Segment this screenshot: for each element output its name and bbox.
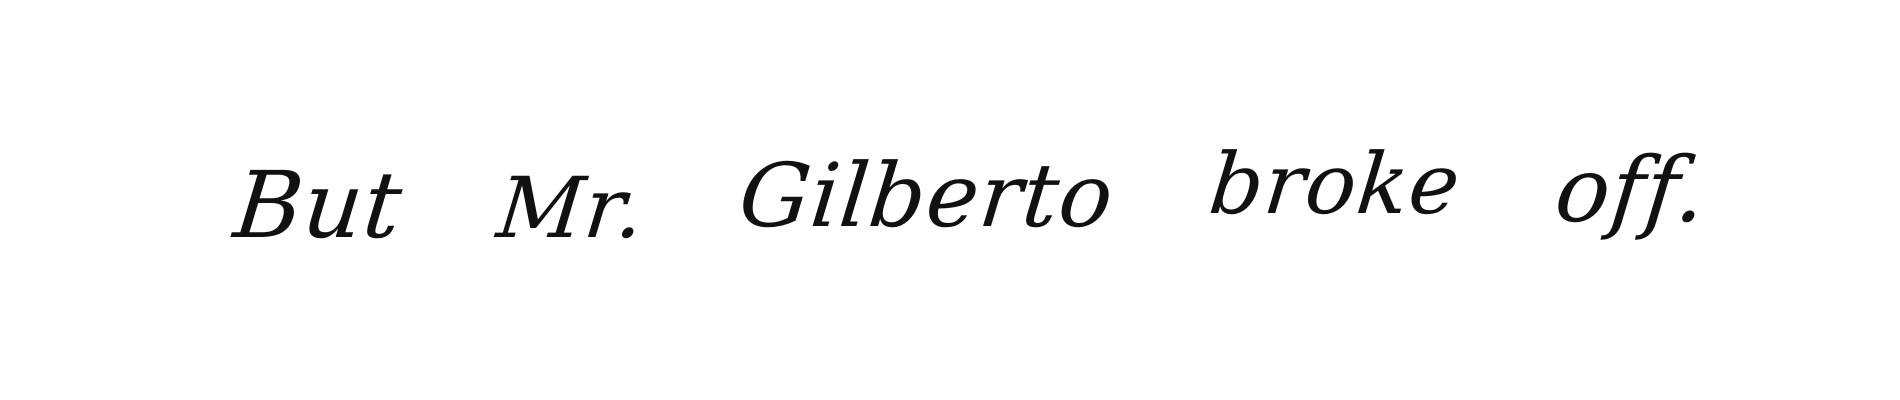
word-but: But: [229, 152, 408, 259]
word-gilberto: Gilberto: [735, 144, 1120, 247]
word-off: off.: [1550, 138, 1712, 243]
word-broke: broke: [1204, 135, 1466, 233]
word-mr: Mr.: [492, 159, 650, 257]
handwritten-sentence: [229, 118, 1712, 298]
